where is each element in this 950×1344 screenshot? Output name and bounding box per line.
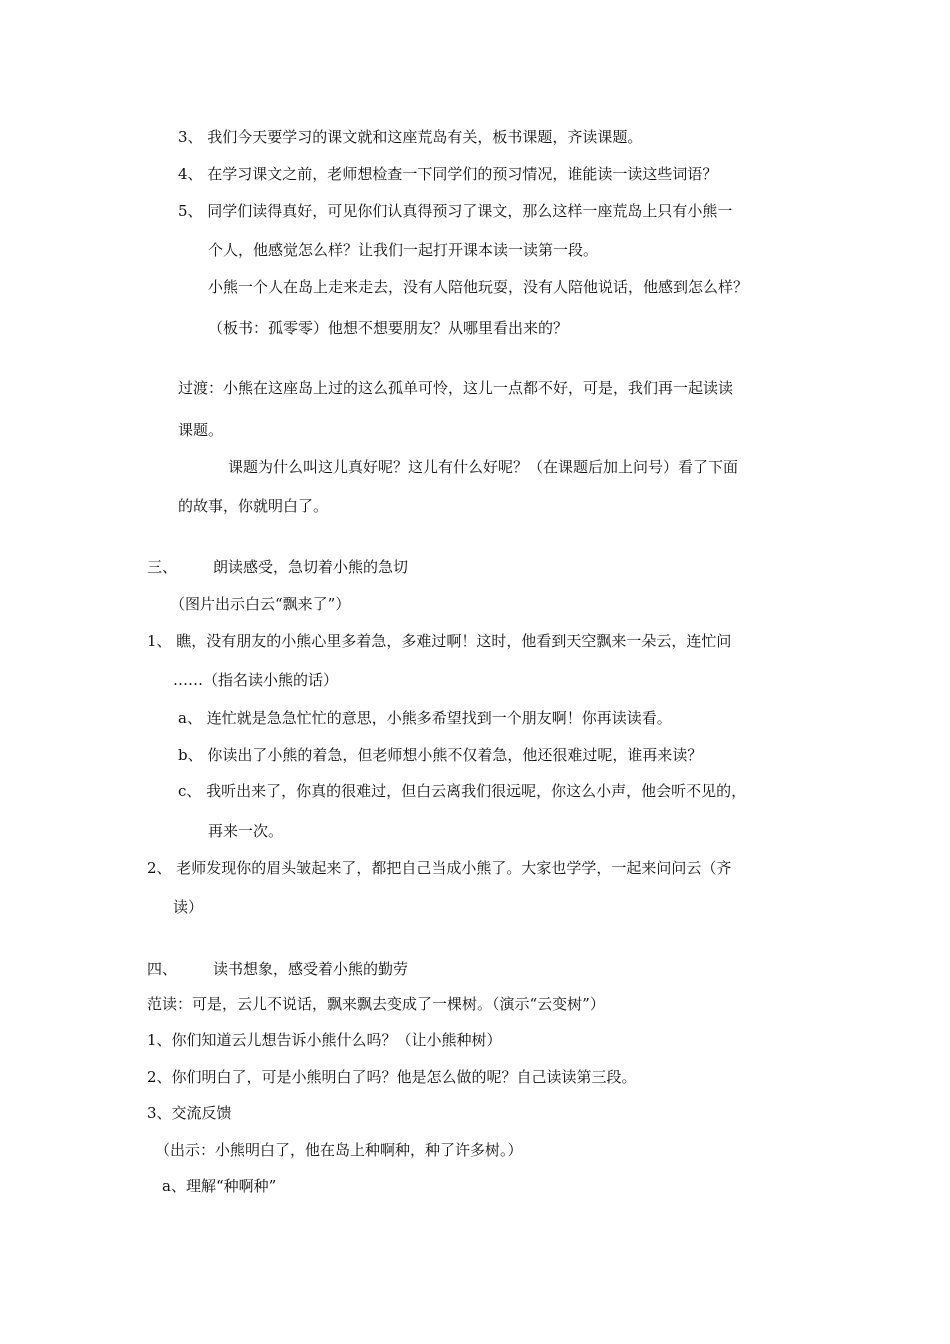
paragraph-item-3: 3、 我们今天要学习的课文就和这座荒岛有关，板书课题，齐读课题。 [178,128,643,146]
sub-item-c-cont: 再来一次。 [208,822,284,840]
paragraph-item-4: 4、 在学习课文之前，老师想检查一下同学们的预习情况，谁能读一读这些词语？ [178,165,718,183]
list-item-1: 1、 瞧，没有朋友的小熊心里多着急，多难过啊！这时，他看到天空飘来一朵云，连忙问 [147,632,732,650]
sub-item-b: b、 你读出了小熊的着急，但老师想小熊不仅着急，他还很难过呢，谁再来读？ [178,746,703,764]
list-item-3: 3、交流反馈 [147,1104,232,1122]
transition-text-cont: 课题。 [178,421,224,439]
list-item-2: 2、 老师发现你的眉头皱起来了，都把自己当成小熊了。大家也学学，一起来问问云（齐 [147,859,732,877]
paragraph-item-5-cont: 个人，他感觉怎么样？让我们一起打开课本读一读第一段。 [208,241,599,259]
paragraph-item-5: 5、 同学们读得真好，可见你们认真得预习了课文，那么这样一座荒岛上只有小熊一 [178,202,733,220]
transition-text: 过渡：小熊在这座岛上过的这么孤单可怜，这儿一点都不好，可是，我们再一起读读 [178,379,734,397]
paragraph-text: 范读：可是，云儿不说话，飘来飘去变成了一棵树。（演示“云变树”） [147,995,605,1013]
paragraph-text-cont: 的故事，你就明白了。 [178,497,329,515]
section-heading-4-number: 四、 [147,960,178,978]
sub-item-a: a、理解“种啊种” [162,1177,277,1195]
sub-item-a: a、 连忙就是急急忙忙的意思，小熊多希望找到一个朋友啊！你再读读看。 [178,709,672,727]
list-item-1-cont: ……（指名读小熊的话） [173,671,339,689]
paragraph-text: （出示：小熊明白了，他在岛上种啊种，种了许多树。） [155,1141,523,1159]
paragraph-text: （板书：孤零零）他想不想要朋友？从哪里看出来的？ [208,319,569,337]
section-heading-3: 朗读感受，急切着小熊的急切 [213,558,409,576]
paragraph-text: （图片出示白云“飘来了”） [170,595,351,613]
paragraph-text: 课题为什么叫这儿真好呢？这儿有什么好呢？（在课题后加上问号）看了下面 [228,458,739,476]
list-item-2: 2、你们明白了，可是小熊明白了吗？他是怎么做的呢？自己读读第三段。 [147,1068,637,1086]
paragraph-text: 小熊一个人在岛上走来走去，没有人陪他玩耍，没有人陪他说话，他感到怎么样？ [208,278,749,296]
section-heading-4: 读书想象，感受着小熊的勤劳 [213,960,409,978]
list-item-2-cont: 读） [173,898,204,916]
section-heading-3-number: 三、 [147,558,178,576]
sub-item-c: c、 我听出来了，你真的很难过，但白云离我们很远呢，你这么小声，他会听不见的， [178,782,747,800]
list-item-1: 1、你们知道云儿想告诉小熊什么吗？（让小熊种树） [147,1031,502,1049]
